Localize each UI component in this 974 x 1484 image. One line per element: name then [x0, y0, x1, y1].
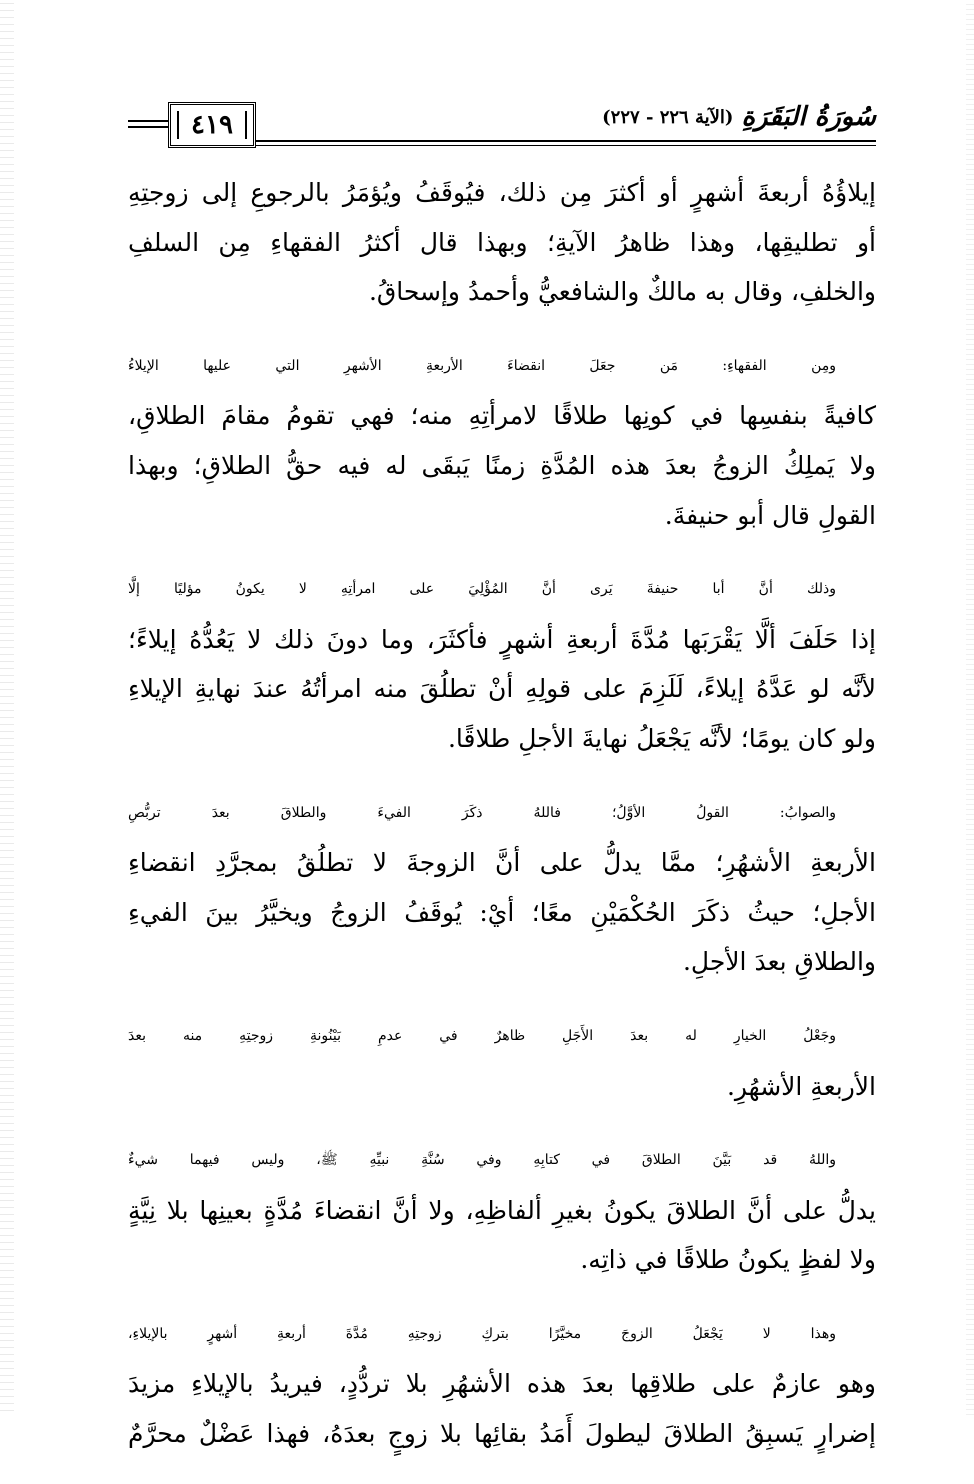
- text-line: ولا لفظٍ يكونُ طلاقًا في ذاتِه.: [580, 1245, 876, 1275]
- text-line: إيلاؤُهُ أربعةَ أشهرٍ أو أكثرَ مِن ذلك، فيُوقَفُ ويُؤمَرُ بالرجوعِ إلى زوجتِهِ: [128, 178, 876, 207]
- paragraph: [128, 1012, 876, 1111]
- text-line: الأجلِ؛ حيثُ ذكَرَ الحُكْمَيْنِ معًا؛ أيْ: يُوقَفُ الزوجُ ويخيَّرُ بينَ الفيءِ: [128, 897, 876, 927]
- paragraph: [128, 789, 876, 987]
- paragraph: [128, 1310, 876, 1459]
- surah-name: سُورَةُ البَقَرَةِ: [741, 102, 876, 132]
- text-line: والخلفِ، وقال به مالكٌ والشافعيُّ وأحمدُ وإسحاقُ.: [368, 277, 876, 307]
- text-line: وذلك أنَّ أبا حنيفةَ يَرى أنَّ المُؤْلِيَ على امرأتِهِ لا يكونُ مؤليًا إلَّا: [128, 581, 836, 598]
- page-number: ٤١٩: [168, 102, 256, 148]
- text-line: والصوابُ: القولُ الأوَّلُ؛ فاللهُ ذكَرَ الفيءَ والطلاقَ بعدَ تربُّصِ: [128, 804, 836, 821]
- text-line: واللهُ قد بَيَّنَ الطلاقَ في كتابِهِ وفي سُنَّةِ نبيِّهِ ﷺ، وليس فيهما شيءٌ: [128, 1152, 836, 1169]
- text-line: الأربعةِ الأشهُرِ؛ ممَّا يدلُّ على أنَّ الزوجةَ لا تطلُقُ بمجرَّدِ انقضاءِ: [128, 848, 876, 878]
- text-line: الأربعةِ الأشهُرِ.: [726, 1071, 876, 1101]
- text-line: إذا حَلَفَ ألَّا يَقْرَبَها مُدَّةَ أربعةِ أشهرٍ فأكثَرَ، وما دونَ ذلك لا يَعُدُّهُ إيلاءً؛: [128, 624, 876, 654]
- text-line: ولو كان يومًا؛ لأنَّه يَجْعَلُ نهايةَ الأجلِ طلاقًا.: [447, 723, 876, 753]
- page-body: [128, 168, 876, 1484]
- text-line: وهذا لا يَجْعَلُ الزوجَ مخيَّرًا بتركِ زوجتِهِ مُدَّةَ أربعةِ أشهرٍ بالإيلاءِ،: [128, 1325, 836, 1342]
- text-line: ومِن الفقهاءِ: مَن جعَلَ انقضاءَ الأربعةِ الأشهرِ التي عليها الإيلاءُ: [128, 357, 836, 374]
- text-line: القولِ قال أبو حنيفةَ.: [664, 500, 876, 530]
- text-line: ولا يَملِكُ الزوجُ بعدَ هذه المُدَّةِ زمنًا يَبقَى له فيه حقُّ الطلاقِ؛ وبهذا: [128, 450, 876, 480]
- paragraph: [128, 565, 876, 763]
- paragraph: [128, 342, 876, 540]
- header-rule-right-thin: [256, 145, 876, 146]
- text-line: وهو عازمٌ على طلاقِها بعدَ هذه الأشهُرِ بلا تردُّدٍ، فيريدُ بالإيلاءِ مزيدَ: [128, 1369, 876, 1399]
- verse-range: (الآية ٢٢٦ - ٢٢٧): [602, 106, 734, 128]
- text-line: وجَعْلُ الخيارِ له بعدَ الأَجَلِ ظاهرٌ في عدمِ بَيْنُونةِ زوجتِهِ منه بعدَ: [128, 1027, 836, 1044]
- text-line: لأنَّه لو عَدَّهُ إيلاءً، لَلَزِمَ على قولِهِ أنْ تطلُقَ منه امرأتُهُ عندَ نهايةِ الإيلاءِ: [128, 674, 876, 704]
- text-line: أو تطليقِها، وهذا ظاهرُ الآيةِ؛ وبهذا قال أكثرُ الفقهاءِ مِن السلفِ: [128, 227, 876, 257]
- text-line: يدلُّ على أنَّ الطلاقَ يكونُ بغيرِ ألفاظِهِ، ولا أنَّ انقضاءَ مُدَّةٍ بعينِها بلا نِيَّةٍ: [128, 1195, 876, 1225]
- paragraph: [128, 1136, 876, 1285]
- scan-edge-right: [966, 0, 974, 1417]
- page-header: [128, 98, 876, 156]
- scan-edge-left: [0, 0, 14, 1417]
- paragraph: [128, 168, 876, 317]
- header-rule-left: [128, 120, 168, 128]
- text-line: كافيةً بنفسِها في كونِها طلاقًا لامرأتِهِ منه؛ فهي تقومُ مقامَ الطلاقِ،: [128, 401, 876, 431]
- text-line: والطلاقِ بعدَ الأجلِ.: [682, 947, 876, 977]
- text-line: إضرارٍ يَسبِقُ الطلاقَ ليطولَ أَمَدُ بقائِها بلا زوجٍ بعدَهُ، فهذا عَضْلٌ محرَّمٌ: [128, 1419, 876, 1449]
- running-title: [602, 98, 876, 136]
